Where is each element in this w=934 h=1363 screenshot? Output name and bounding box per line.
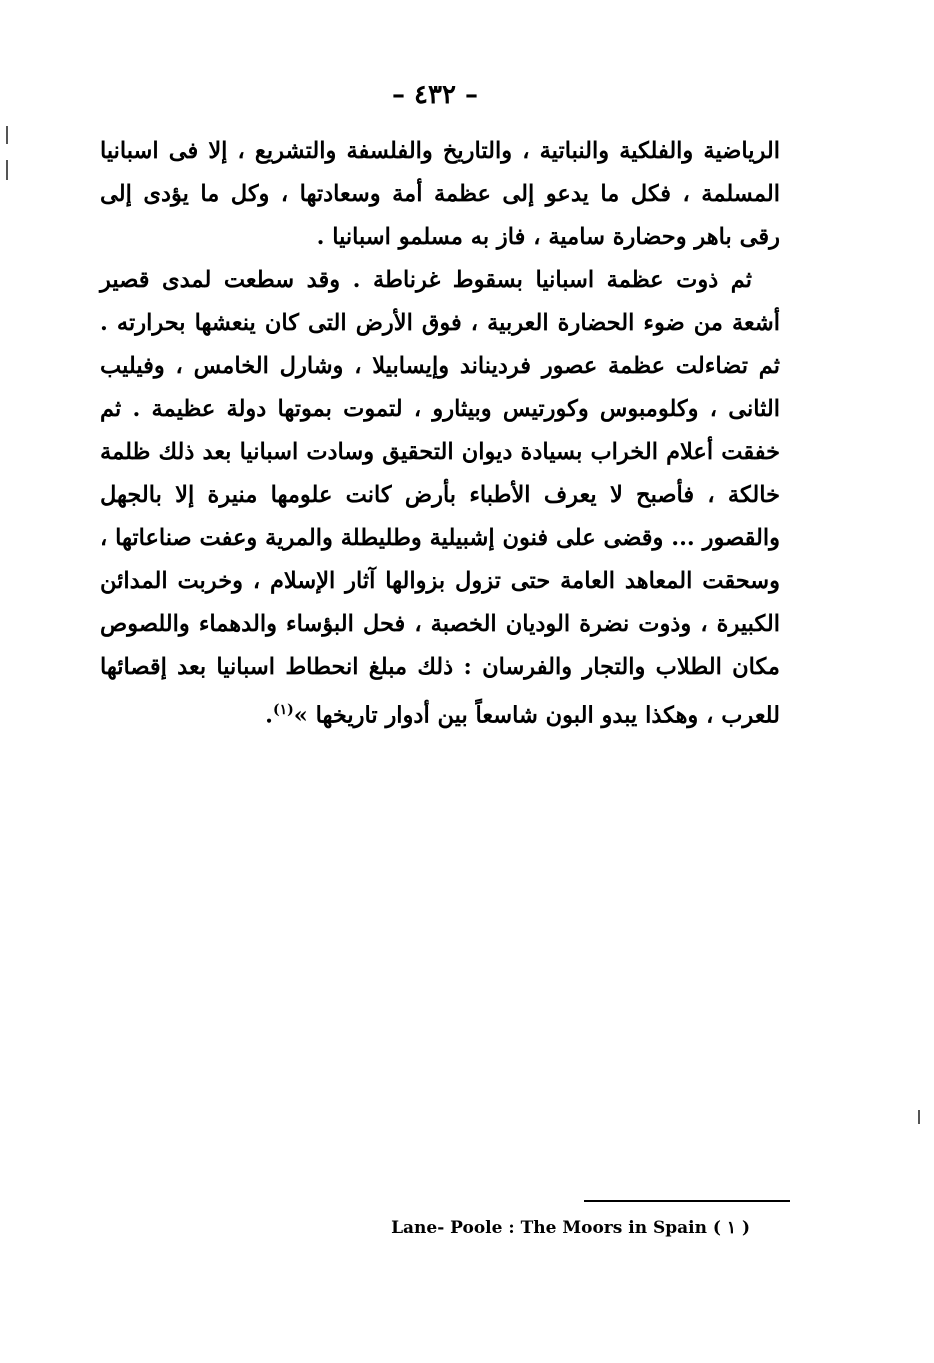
footnote-divider: [584, 1200, 790, 1202]
scan-edge-mark: [6, 160, 8, 180]
paragraph: ثم ذوت عظمة اسبانيا بسقوط غرناطة . وقد سطعت لمدى قصير أشعة من ضوء الحضارة العربية ، فوق الأرض التى كان ينعشها بحرارته . ثم تضاءلت عظمة عصور فرديناند وإيسابيلا ، وشارل الخامس ، وفيليب الثانى ، وكلومبوس وكورتيس وبيثارو ، لتموت بموتها دولة عظيمة . ثم خفقت أعلام الخراب بسيادة ديوان التحقيق وسادت اسبانيا بعد ذلك ظلمة خالكة ، فأصبح لا يعرف الأطباء بأرض كانت علومها منيرة إلا بالجهل والقصور ... وقضى على فنون إشبيلية وطليطلة والمرية وعفت صناعاتها ، وسحقت المعاهد العامة حتى تزول بزوالها آثار الإسلام ، وخربت المدائن الكبيرة ، وذوت نضرة الوديان الخصبة ، فحل البؤساء والدهماء واللصوص مكان الطلاب والتجار والفرسان : ذلك مبلغ انحطاط اسبانيا بعد إقصائها للعرب ، وهكذا يبدو البون شاسعاً بين أدوار تاريخها »$^{(١)}$.: [100, 267, 780, 729]
paragraph: الرياضية والفلكية والنباتية ، والتاريخ والفلسفة والتشريع ، إلا فى اسبانيا المسلمة ، فكل ما يدعو إلى عظمة أمة وسعادتها ، وكل ما يؤدى إلى رقى باهر وحضارة سامية ، فاز به مسلمو اسبانيا .: [100, 138, 780, 250]
scan-edge-mark: [918, 1110, 920, 1124]
footnote: [380, 1218, 750, 1238]
page-number: – ٤٣٢ –: [391, 80, 479, 110]
footnote-reference: (١): [272, 702, 294, 718]
paragraph-text: ثم ذوت عظمة اسبانيا بسقوط غرناطة . وقد سطعت لمدى قصير أشعة من ضوء الحضارة العربية ، فوق الأرض التى كان ينعشها بحرارته . ثم تضاءلت عظمة عصور فرديناند وإيسابيلا ، وشارل الخامس ، وفيليب الثانى ، وكلومبوس وكورتيس وبيثارو ، لتموت بموتها دولة عظيمة . ثم خفقت أعلام الخراب بسيادة ديوان التحقيق وسادت اسبانيا بعد ذلك ظلمة خالكة ، فأصبح لا يعرف الأطباء بأرض كانت علومها منيرة إلا بالجهل والقصور ... وقضى على فنون إشبيلية وطليطلة والمرية وعفت صناعاتها ، وسحقت المعاهد العامة حتى تزول بزوالها آثار الإسلام ، وخربت المدائن الكبيرة ، وذوت نضرة الوديان الخصبة ، فحل البؤساء والدهماء واللصوص مكان الطلاب والتجار والفرسان : ذلك مبلغ انحطاط اسبانيا بعد إقصائها للعرب ، وهكذا يبدو البون شاسعاً بين أدوار تاريخها »: [100, 267, 780, 729]
body-text: [100, 130, 780, 738]
footnote-text: Lane- Poole : The Moors in Spain: [391, 1218, 707, 1238]
footnote-marker: ( ١ ): [712, 1218, 750, 1238]
scan-edge-mark: [6, 126, 8, 144]
